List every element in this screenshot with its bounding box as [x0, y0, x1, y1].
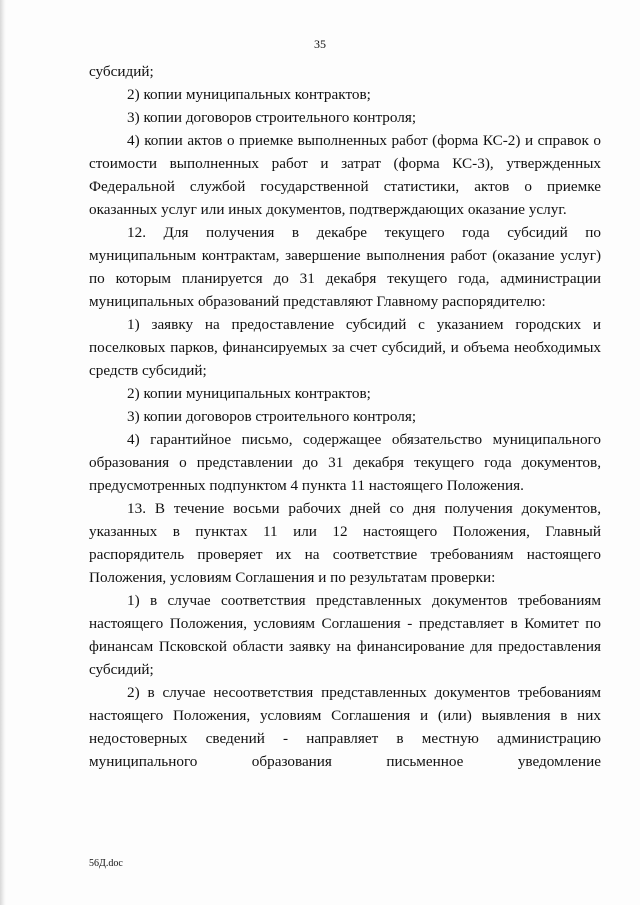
paragraph-13: 13. В течение восьми рабочих дней со дня получения документов, указанных в пунктах 11 или 12 настоящего Положения, Главный распорядитель проверяет их на соответствие требованиям настоящего Положения, условиям Соглашения и по результатам проверки: — [89, 500, 601, 586]
list-item-copies-construction-control-2: 3) копии договоров строительного контроля; — [127, 408, 417, 425]
file-name-footer: 56Д.doc — [89, 858, 123, 869]
list-item-compliance: 1) в случае соответствия представленных документов требованиям настоящего Положения, условиям Соглашения - представляет в Комитет по финансам Псковской области заявку на финансирование для предоставления субсидий; — [89, 592, 601, 678]
page-number: 35 — [314, 37, 326, 51]
page-edge-shadow — [0, 0, 6, 905]
paragraph-12: 12. Для получения в декабре текущего года субсидий по муниципальным контрактам, завершение выполнения работ (оказание услуг) по которым планируется до 31 декабря текущего года, администрации муниципальных образований представляют Главному распорядителю: — [89, 224, 601, 310]
list-item-guarantee-letter: 4) гарантийное письмо, содержащее обязательство муниципального образования о представлении до 31 декабря текущего года документов, предусмотренных подпунктом 4 пункта 11 настоящего Положения. — [89, 431, 601, 494]
document-body — [89, 60, 601, 773]
list-item-acts-ks2-ks3: 4) копии актов о приемке выполненных работ (форма КС-2) и справок о стоимости выполненных работ и затрат (форма КС-3), утвержденных Федеральной службой государственной статистики, актов о приемке оказанных услуг или иных документов, подтверждающих оказание услуг. — [89, 132, 601, 218]
list-item-copies-contracts: 2) копии муниципальных контрактов; — [127, 86, 371, 103]
list-item-noncompliance: 2) в случае несоответствия представленных документов требованиям настоящего Положения, условиям Соглашения и (или) выявления в них недостоверных сведений - направляет в местную администрацию муниципального образования письменное уведомление — [89, 684, 601, 770]
list-item-copies-contracts-2: 2) копии муниципальных контрактов; — [127, 385, 371, 402]
paragraph-continuation: субсидий; — [89, 63, 154, 80]
list-item-copies-construction-control: 3) копии договоров строительного контроля; — [127, 109, 417, 126]
list-item-subsidy-application: 1) заявку на предоставление субсидий с указанием городских и поселковых парков, финансируемых за счет субсидий, и объема необходимых средств субсидий; — [89, 316, 601, 379]
